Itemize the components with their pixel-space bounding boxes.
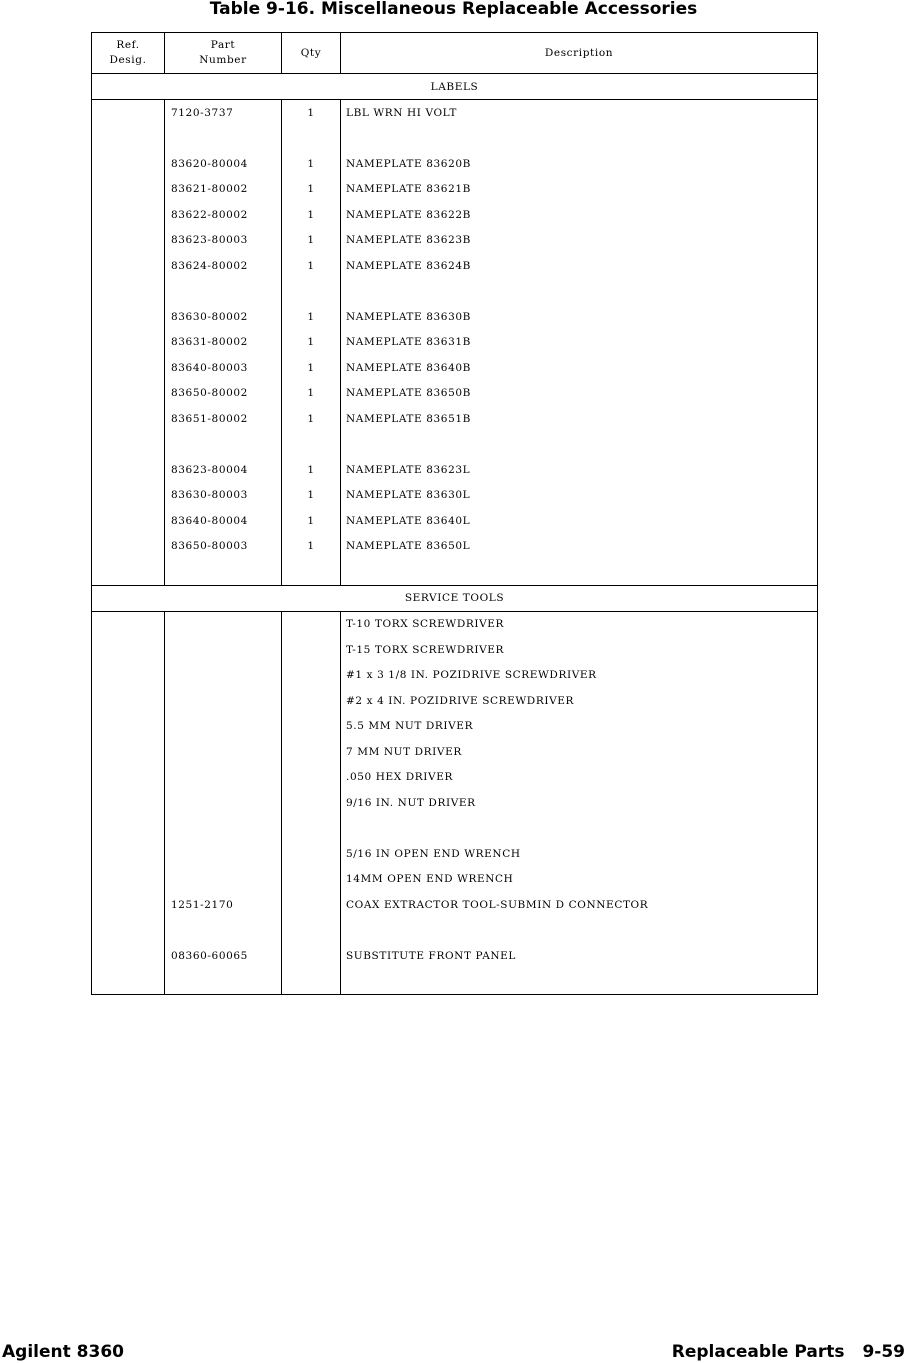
ref-desig-cell	[92, 228, 165, 254]
description-cell: NAMEPLATE 83621B	[341, 177, 818, 203]
part-number-cell	[165, 816, 282, 842]
qty-cell	[282, 611, 341, 637]
part-number-cell: 1251-2170	[165, 892, 282, 918]
qty-cell: 1	[282, 151, 341, 177]
qty-cell	[282, 790, 341, 816]
table-row	[92, 765, 818, 791]
description-cell: #1 x 3 1/8 IN. POZIDRIVE SCREWDRIVER	[341, 663, 818, 689]
footer-right	[672, 1342, 905, 1362]
qty-cell	[282, 432, 341, 458]
qty-cell: 1	[282, 304, 341, 330]
table-row	[92, 381, 818, 407]
section-heading: SERVICE TOOLS	[92, 585, 818, 611]
table-row	[92, 918, 818, 944]
description-cell: #2 x 4 IN. POZIDRIVE SCREWDRIVER	[341, 688, 818, 714]
part-number-cell	[165, 714, 282, 740]
table-row	[92, 355, 818, 381]
footer-section: Replaceable Parts	[671, 1342, 845, 1362]
table-row	[92, 867, 818, 893]
table-row	[92, 432, 818, 458]
description-cell: NAMEPLATE 83650L	[341, 534, 818, 560]
qty-cell: 1	[282, 508, 341, 534]
table-row	[92, 406, 818, 432]
table-row	[92, 790, 818, 816]
ref-desig-cell	[92, 559, 165, 585]
qty-cell	[282, 969, 341, 995]
section-heading-row	[92, 74, 818, 100]
part-number-cell: 08360-60065	[165, 943, 282, 969]
description-cell: 5/16 IN OPEN END WRENCH	[341, 841, 818, 867]
ref-desig-cell	[92, 637, 165, 663]
qty-cell	[282, 739, 341, 765]
table-row	[92, 739, 818, 765]
section-heading-row	[92, 585, 818, 611]
table-row	[92, 253, 818, 279]
part-number-cell: 83650-80003	[165, 534, 282, 560]
description-cell: COAX EXTRACTOR TOOL-SUBMIN D CONNECTOR	[341, 892, 818, 918]
part-number-cell: 83630-80002	[165, 304, 282, 330]
description-cell	[341, 816, 818, 842]
part-number-cell: 83640-80003	[165, 355, 282, 381]
part-number-cell: 83624-80002	[165, 253, 282, 279]
part-number-cell: 83650-80002	[165, 381, 282, 407]
qty-cell	[282, 892, 341, 918]
part-number-cell: 83620-80004	[165, 151, 282, 177]
table-row	[92, 714, 818, 740]
ref-desig-cell	[92, 177, 165, 203]
part-number-cell	[165, 279, 282, 305]
ref-desig-cell	[92, 202, 165, 228]
ref-desig-cell	[92, 739, 165, 765]
table-row	[92, 304, 818, 330]
part-number-cell: 83622-80002	[165, 202, 282, 228]
ref-desig-cell	[92, 381, 165, 407]
description-cell: NAMEPLATE 83650B	[341, 381, 818, 407]
ref-desig-cell	[92, 279, 165, 305]
description-cell: NAMEPLATE 83622B	[341, 202, 818, 228]
part-number-cell: 83631-80002	[165, 330, 282, 356]
part-number-cell	[165, 432, 282, 458]
part-number-cell	[165, 637, 282, 663]
table-row	[92, 177, 818, 203]
ref-desig-cell	[92, 714, 165, 740]
description-cell: 5.5 MM NUT DRIVER	[341, 714, 818, 740]
ref-desig-cell	[92, 100, 165, 126]
table-row	[92, 100, 818, 126]
qty-cell	[282, 765, 341, 791]
ref-desig-cell	[92, 508, 165, 534]
description-cell: NAMEPLATE 83640B	[341, 355, 818, 381]
qty-cell: 1	[282, 406, 341, 432]
header-part-number	[165, 33, 282, 74]
part-number-cell: 83621-80002	[165, 177, 282, 203]
parts-table	[91, 32, 818, 995]
table-row	[92, 663, 818, 689]
qty-cell: 1	[282, 381, 341, 407]
table-body	[92, 74, 818, 995]
ref-desig-cell	[92, 304, 165, 330]
page-title: Table 9-16. Miscellaneous Replaceable Accessories	[209, 0, 698, 19]
description-cell: NAMEPLATE 83623L	[341, 457, 818, 483]
description-cell: 9/16 IN. NUT DRIVER	[341, 790, 818, 816]
ref-desig-cell	[92, 892, 165, 918]
qty-cell: 1	[282, 534, 341, 560]
description-cell	[341, 432, 818, 458]
qty-cell: 1	[282, 228, 341, 254]
description-cell: NAMEPLATE 83630L	[341, 483, 818, 509]
description-cell: T-10 TORX SCREWDRIVER	[341, 611, 818, 637]
qty-cell: 1	[282, 457, 341, 483]
table-row	[92, 508, 818, 534]
ref-desig-cell	[92, 151, 165, 177]
qty-cell	[282, 688, 341, 714]
footer-page-number: 9-59	[862, 1342, 905, 1362]
ref-desig-cell	[92, 663, 165, 689]
ref-desig-cell	[92, 765, 165, 791]
table-row	[92, 943, 818, 969]
qty-cell	[282, 714, 341, 740]
description-cell	[341, 126, 818, 152]
qty-cell: 1	[282, 483, 341, 509]
ref-desig-cell	[92, 816, 165, 842]
description-cell: NAMEPLATE 83651B	[341, 406, 818, 432]
ref-desig-cell	[92, 355, 165, 381]
table-row	[92, 637, 818, 663]
table-row	[92, 228, 818, 254]
ref-desig-cell	[92, 867, 165, 893]
ref-desig-cell	[92, 406, 165, 432]
table-row	[92, 202, 818, 228]
part-number-cell	[165, 663, 282, 689]
description-cell: .050 HEX DRIVER	[341, 765, 818, 791]
description-cell	[341, 279, 818, 305]
table-row	[92, 816, 818, 842]
ref-desig-cell	[92, 611, 165, 637]
table-row	[92, 534, 818, 560]
qty-cell	[282, 279, 341, 305]
qty-cell	[282, 663, 341, 689]
description-cell: 7 MM NUT DRIVER	[341, 739, 818, 765]
parts-table-container	[91, 32, 817, 995]
table-row	[92, 151, 818, 177]
table-row	[92, 483, 818, 509]
qty-cell: 1	[282, 355, 341, 381]
header-part-line1: Part	[210, 39, 236, 51]
ref-desig-cell	[92, 918, 165, 944]
header-ref-line2: Desig.	[109, 54, 147, 66]
description-cell: 14MM OPEN END WRENCH	[341, 867, 818, 893]
table-row	[92, 559, 818, 585]
description-cell: T-15 TORX SCREWDRIVER	[341, 637, 818, 663]
qty-cell	[282, 637, 341, 663]
qty-cell: 1	[282, 202, 341, 228]
ref-desig-cell	[92, 126, 165, 152]
description-cell	[341, 918, 818, 944]
ref-desig-cell	[92, 457, 165, 483]
part-number-cell	[165, 790, 282, 816]
qty-cell	[282, 126, 341, 152]
qty-cell	[282, 943, 341, 969]
part-number-cell	[165, 611, 282, 637]
part-number-cell	[165, 765, 282, 791]
description-cell: NAMEPLATE 83630B	[341, 304, 818, 330]
section-heading: LABELS	[92, 74, 818, 100]
qty-cell: 1	[282, 330, 341, 356]
qty-cell: 1	[282, 100, 341, 126]
header-description: Description	[341, 33, 818, 74]
ref-desig-cell	[92, 330, 165, 356]
table-row	[92, 330, 818, 356]
ref-desig-cell	[92, 432, 165, 458]
table-row	[92, 841, 818, 867]
description-cell: LBL WRN HI VOLT	[341, 100, 818, 126]
description-cell	[341, 559, 818, 585]
description-cell: NAMEPLATE 83624B	[341, 253, 818, 279]
part-number-cell	[165, 739, 282, 765]
table-row	[92, 126, 818, 152]
ref-desig-cell	[92, 483, 165, 509]
description-cell	[341, 969, 818, 995]
qty-cell: 1	[282, 177, 341, 203]
header-qty: Qty	[282, 33, 341, 74]
table-row	[92, 969, 818, 995]
part-number-cell	[165, 918, 282, 944]
part-number-cell: 83640-80004	[165, 508, 282, 534]
part-number-cell: 83623-80003	[165, 228, 282, 254]
table-row	[92, 279, 818, 305]
part-number-cell	[165, 126, 282, 152]
table-row	[92, 611, 818, 637]
part-number-cell	[165, 688, 282, 714]
part-number-cell	[165, 841, 282, 867]
ref-desig-cell	[92, 969, 165, 995]
part-number-cell: 83651-80002	[165, 406, 282, 432]
description-cell: NAMEPLATE 83640L	[341, 508, 818, 534]
header-ref-desig	[92, 33, 165, 74]
part-number-cell	[165, 559, 282, 585]
ref-desig-cell	[92, 253, 165, 279]
description-cell: NAMEPLATE 83623B	[341, 228, 818, 254]
table-row	[92, 688, 818, 714]
part-number-cell: 7120-3737	[165, 100, 282, 126]
part-number-cell	[165, 867, 282, 893]
part-number-cell: 83630-80003	[165, 483, 282, 509]
qty-cell	[282, 559, 341, 585]
header-ref-line1: Ref.	[116, 39, 140, 51]
ref-desig-cell	[92, 790, 165, 816]
table-header-row	[92, 33, 818, 74]
table-row	[92, 892, 818, 918]
qty-cell	[282, 816, 341, 842]
ref-desig-cell	[92, 688, 165, 714]
qty-cell: 1	[282, 253, 341, 279]
table-row	[92, 457, 818, 483]
part-number-cell	[165, 969, 282, 995]
ref-desig-cell	[92, 943, 165, 969]
qty-cell	[282, 918, 341, 944]
description-cell: NAMEPLATE 83631B	[341, 330, 818, 356]
footer-product: Agilent 8360	[2, 1342, 124, 1362]
qty-cell	[282, 841, 341, 867]
ref-desig-cell	[92, 534, 165, 560]
description-cell: NAMEPLATE 83620B	[341, 151, 818, 177]
part-number-cell: 83623-80004	[165, 457, 282, 483]
header-part-line2: Number	[199, 54, 247, 66]
description-cell: SUBSTITUTE FRONT PANEL	[341, 943, 818, 969]
qty-cell	[282, 867, 341, 893]
ref-desig-cell	[92, 841, 165, 867]
